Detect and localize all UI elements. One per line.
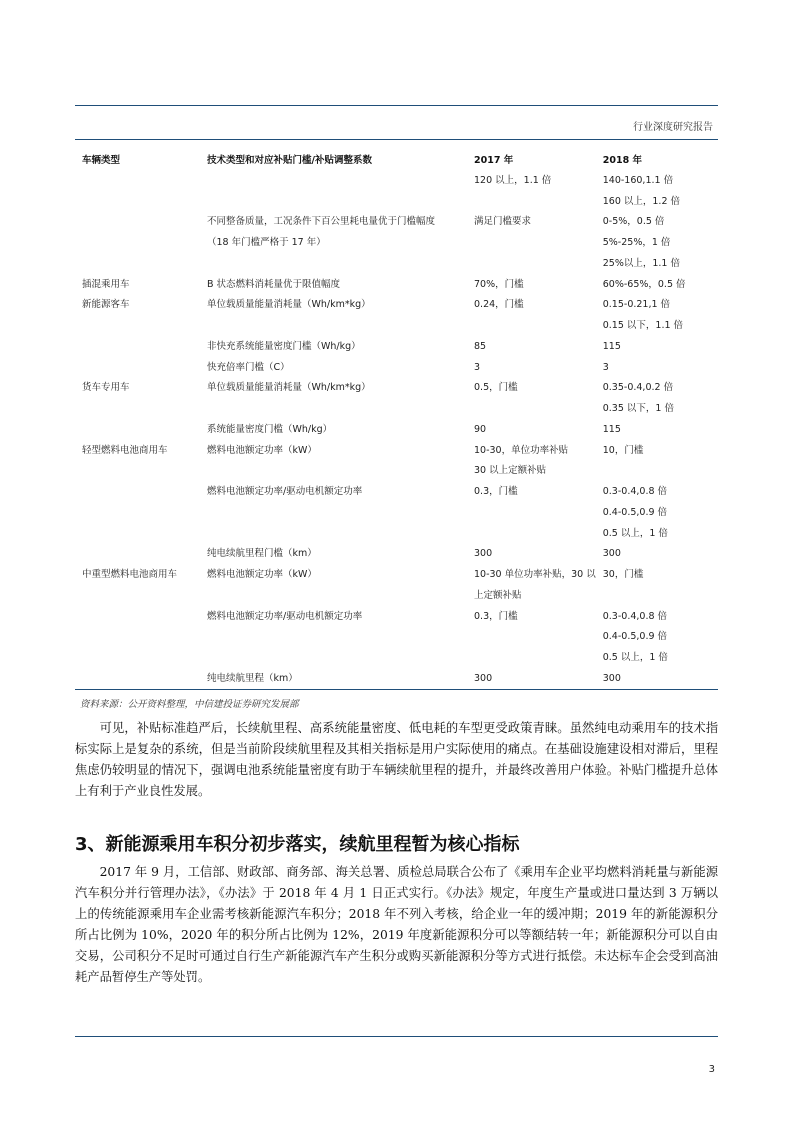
cell-tech-threshold: 系统能量密度门槛（Wh/kg）	[207, 423, 333, 435]
table-row	[75, 357, 718, 378]
cell-2017	[467, 647, 596, 668]
cell-2017	[467, 232, 596, 253]
table-row	[75, 253, 718, 274]
cell-2018: 60%-65%，0.5 倍	[602, 278, 686, 290]
cell-tech-threshold: B 状态燃料消耗量优于限值幅度	[207, 278, 341, 290]
cell-tech-threshold	[200, 627, 467, 648]
cell-tech-threshold: 纯电续航里程（km）	[207, 672, 298, 684]
cell-tech-threshold: （18 年门槛严格于 17 年）	[207, 237, 326, 249]
cell-2018: 30，门槛	[602, 569, 644, 581]
table-row	[75, 461, 718, 482]
cell-vehicle-type	[75, 502, 200, 523]
cell-tech-threshold: 燃料电池额定功率/驱动电机额定功率	[207, 486, 363, 498]
cell-vehicle-type	[75, 606, 200, 627]
cell-2018: 0.5 以上，1 倍	[602, 652, 668, 664]
cell-tech-threshold	[200, 398, 467, 419]
cell-2017: 300	[474, 548, 493, 560]
cell-2018: 25%以上，1.1 倍	[602, 257, 680, 269]
cell-2018: 300	[602, 672, 621, 684]
analysis-paragraph	[75, 718, 718, 802]
cell-2018: 140-160,1.1 倍	[602, 174, 674, 186]
cell-2017: 0.3，门槛	[474, 610, 518, 622]
cell-2017: 120 以上，1.1 倍	[474, 174, 552, 186]
cell-tech-threshold: 不同整备质量，工况条件下百公里耗电量优于门槛幅度	[207, 216, 436, 228]
cell-2018: 3	[602, 361, 609, 373]
cell-2017: 10-30，单位功率补贴	[474, 444, 569, 456]
cell-vehicle-type	[75, 253, 200, 274]
table-row	[75, 585, 718, 606]
cell-2018: 0.15-0.21,1 倍	[602, 299, 671, 311]
cell-tech-threshold: 燃料电池额定功率（kW）	[207, 569, 317, 581]
cell-vehicle-type	[75, 419, 200, 440]
cell-2017: 3	[474, 361, 481, 373]
cell-2017: 满足门槛要求	[474, 216, 532, 228]
cell-vehicle-type: 新能源客车	[82, 299, 130, 311]
cell-vehicle-type	[75, 336, 200, 357]
table-row	[75, 191, 718, 212]
cell-2017	[467, 627, 596, 648]
column-header-2018: 2018 年	[602, 154, 642, 166]
cell-tech-threshold	[200, 585, 467, 606]
table-row	[75, 668, 718, 689]
cell-vehicle-type	[75, 544, 200, 565]
table-row	[75, 647, 718, 668]
cell-2018: 0.35 以下，1 倍	[602, 403, 674, 415]
table-row	[75, 419, 718, 440]
cell-2017	[467, 398, 596, 419]
cell-2017: 300	[474, 672, 493, 684]
cell-2017: 30 以上定额补贴	[474, 465, 547, 477]
cell-2017: 70%，门槛	[474, 278, 524, 290]
cell-tech-threshold: 纯电续航里程门槛（km）	[207, 548, 317, 560]
cell-vehicle-type: 中重型燃料电池商用车	[82, 569, 178, 581]
table-row	[75, 502, 718, 523]
cell-2018: 115	[602, 423, 621, 435]
cell-2018: 0-5%，0.5 倍	[602, 216, 665, 228]
table-row	[75, 523, 718, 544]
cell-vehicle-type: 轻型燃料电池商用车	[82, 444, 168, 456]
page-number: 3	[708, 1064, 715, 1075]
cell-2018: 300	[602, 548, 621, 560]
cell-tech-threshold	[200, 461, 467, 482]
cell-tech-threshold: 单位载质量能量消耗量（Wh/km*kg）	[207, 299, 371, 311]
cell-2018: 10，门槛	[602, 444, 644, 456]
table-row	[75, 627, 718, 648]
column-header-vehicle-type: 车辆类型	[82, 154, 121, 166]
table-row	[75, 170, 718, 191]
table-row	[75, 564, 718, 585]
cell-2018: 115	[602, 340, 621, 352]
report-category-title: 行业深度研究报告	[633, 122, 713, 133]
cell-tech-threshold	[200, 253, 467, 274]
cell-2018: 0.5 以上，1 倍	[602, 527, 668, 539]
cell-vehicle-type	[75, 585, 200, 606]
table-row	[75, 274, 718, 295]
cell-2017: 0.24，门槛	[474, 299, 524, 311]
cell-vehicle-type	[75, 647, 200, 668]
cell-2018: 160 以上，1.2 倍	[602, 195, 681, 207]
table-row	[75, 440, 718, 461]
cell-vehicle-type	[75, 461, 200, 482]
cell-tech-threshold: 非快充系统能量密度门槛（Wh/kg）	[207, 340, 361, 352]
cell-2018: 0.35-0.4,0.2 倍	[602, 382, 674, 394]
cell-tech-threshold: 单位载质量能量消耗量（Wh/km*kg）	[207, 382, 371, 394]
cell-tech-threshold	[200, 523, 467, 544]
cell-2017: 85	[474, 340, 487, 352]
cell-2018	[596, 461, 718, 482]
cell-vehicle-type	[75, 357, 200, 378]
cell-2018: 5%-25%，1 倍	[602, 237, 671, 249]
cell-vehicle-type	[75, 212, 200, 233]
table-row	[75, 606, 718, 627]
cell-tech-threshold	[200, 191, 467, 212]
cell-2018	[596, 585, 718, 606]
table-body	[75, 170, 718, 689]
table-row	[75, 544, 718, 565]
cell-tech-threshold	[200, 647, 467, 668]
table-source-note: 资料来源：公开资料整理，中信建投证券研究发展部	[80, 699, 299, 710]
cell-vehicle-type	[75, 627, 200, 648]
cell-tech-threshold: 快充倍率门槛（C）	[207, 361, 290, 373]
cell-tech-threshold	[200, 502, 467, 523]
cell-vehicle-type: 插混乘用车	[82, 278, 130, 290]
cell-2018: 0.4-0.5,0.9 倍	[602, 506, 668, 518]
cell-2017	[467, 191, 596, 212]
cell-2017	[467, 502, 596, 523]
cell-vehicle-type	[75, 481, 200, 502]
cell-vehicle-type	[75, 398, 200, 419]
paragraph-text: 可见，补贴标准趋严后，长续航里程、高系统能量密度、低电耗的车型更受政策青睐。虽然纯电动乘用车的技术指标实际上是复杂的系统，但是当前阶段续航里程及其相关指标是用户实际使用的痛点。在基础设施建设相对滞后，里程焦虑仍较明显的情况下，强调电池系统能量密度有助于车辆续航里程的提升，并最终改善用户体验。补贴门槛提升总体上有利于产业良性发展。	[75, 721, 718, 798]
cell-2018: 0.4-0.5,0.9 倍	[602, 631, 668, 643]
cell-2017	[467, 253, 596, 274]
policy-paragraph	[75, 862, 718, 988]
cell-vehicle-type	[75, 523, 200, 544]
cell-2017	[467, 315, 596, 336]
header-rule	[75, 105, 718, 106]
table-bottom-rule	[75, 689, 718, 690]
paragraph-text: 2017 年 9 月，工信部、财政部、商务部、海关总署、质检总局联合公布了《乘用车企业平均燃料消耗量与新能源汽车积分并行管理办法》，《办法》于 2018 年 4 月 1 日正式实行。《办法》规定，年度生产量或进口量达到 3 万辆以上的传统能源乘用车企业需考核新能源汽车积分；2018 年不列入考核，给企业一年的缓冲期；2019 年的新能源积分所占比例为 10%，2020 年的积分所占比例为 12%，2019 年度新能源积分可以等额结转一年；新能源积分可以自由交易，公司积分不足时可通过自行生产新能源汽车产生积分或购买新能源积分等方式进行抵偿。未达标车企会受到高油耗产品暂停生产等处罚。	[75, 865, 718, 984]
subsidy-standard-table	[75, 150, 718, 689]
table-header-row	[75, 150, 718, 170]
cell-2017: 90	[474, 423, 487, 435]
table-row	[75, 336, 718, 357]
cell-2017: 10-30 单位功率补贴，30 以	[474, 569, 596, 581]
cell-2018: 0.3-0.4,0.8 倍	[602, 610, 668, 622]
cell-2017: 0.3，门槛	[474, 486, 518, 498]
table-row	[75, 295, 718, 316]
table-row	[75, 315, 718, 336]
cell-vehicle-type	[75, 170, 200, 191]
cell-vehicle-type	[75, 315, 200, 336]
cell-vehicle-type	[75, 191, 200, 212]
table-row	[75, 398, 718, 419]
column-header-tech-threshold: 技术类型和对应补贴门槛/补贴调整系数	[207, 154, 372, 166]
cell-2017: 0.5，门槛	[474, 382, 518, 394]
table-row	[75, 481, 718, 502]
section-heading: 3、新能源乘用车积分初步落实，续航里程暂为核心指标	[75, 834, 520, 855]
cell-tech-threshold: 燃料电池额定功率（kW）	[207, 444, 317, 456]
cell-2017	[467, 523, 596, 544]
header-underline	[75, 139, 718, 140]
column-header-2017: 2017 年	[474, 154, 514, 166]
table-row	[75, 378, 718, 399]
cell-tech-threshold: 燃料电池额定功率/驱动电机额定功率	[207, 610, 363, 622]
cell-tech-threshold	[200, 170, 467, 191]
cell-vehicle-type: 货车专用车	[82, 382, 130, 394]
table-row	[75, 232, 718, 253]
cell-tech-threshold	[200, 315, 467, 336]
footer-rule	[75, 1036, 718, 1037]
table-row	[75, 212, 718, 233]
cell-vehicle-type	[75, 232, 200, 253]
cell-vehicle-type	[75, 668, 200, 689]
cell-2018: 0.3-0.4,0.8 倍	[602, 486, 668, 498]
cell-2017: 上定额补贴	[474, 589, 522, 601]
cell-2018: 0.15 以下，1.1 倍	[602, 320, 684, 332]
